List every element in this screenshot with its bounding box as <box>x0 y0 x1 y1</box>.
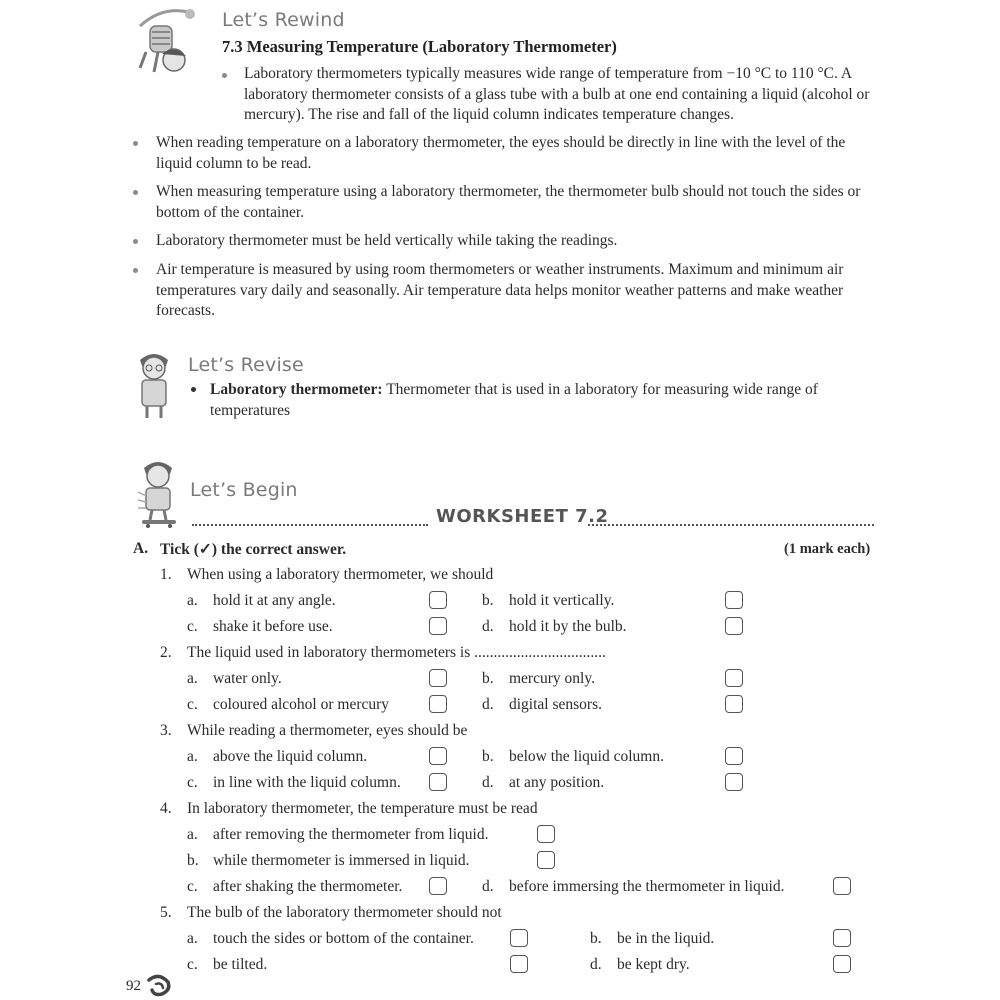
bullet-dot <box>191 387 196 392</box>
q3-option-a: above the liquid column. <box>213 748 368 765</box>
question-number: 3. <box>160 722 172 739</box>
q5-checkbox-c[interactable] <box>510 955 528 973</box>
rewind-heading: Let’s Rewind <box>222 9 345 31</box>
question-number: 5. <box>160 904 172 921</box>
begin-heading: Let’s Begin <box>190 479 298 501</box>
q1-checkbox-c[interactable] <box>429 617 447 635</box>
option-letter: d. <box>482 878 494 895</box>
q2-option-a: water only. <box>213 670 282 687</box>
q2-checkbox-a[interactable] <box>429 669 447 687</box>
q1-option-a: hold it at any angle. <box>213 592 336 609</box>
q2-checkbox-c[interactable] <box>429 695 447 713</box>
q1-option-d: hold it by the bulb. <box>509 618 627 635</box>
option-letter: a. <box>187 826 198 843</box>
option-letter: b. <box>482 748 494 765</box>
q3-checkbox-d[interactable] <box>725 773 743 791</box>
rewind-mascot-icon <box>132 4 202 78</box>
q4-option-b: while thermometer is immersed in liquid. <box>213 852 470 869</box>
rewind-bullet-4: Laboratory thermometer must be held vertically while taking the readings. <box>156 232 618 249</box>
question-1-text: When using a laboratory thermometer, we should <box>187 566 494 583</box>
bullet-dot <box>133 268 138 273</box>
worksheet-leader-right <box>588 518 874 526</box>
page-number: 92 <box>126 978 141 994</box>
q3-checkbox-a[interactable] <box>429 747 447 765</box>
bullet-dot <box>133 190 138 195</box>
q4-checkbox-b[interactable] <box>537 851 555 869</box>
q5-checkbox-d[interactable] <box>833 955 851 973</box>
q3-checkbox-c[interactable] <box>429 773 447 791</box>
rewind-bullet-2: When reading temperature on a laboratory thermometer, the eyes should be directly in line with the level of the liquid column to be read. <box>156 134 846 172</box>
option-letter: a. <box>187 592 198 609</box>
q4-checkbox-d[interactable] <box>833 877 851 895</box>
q1-checkbox-d[interactable] <box>725 617 743 635</box>
question-number: 4. <box>160 800 172 817</box>
q4-checkbox-a[interactable] <box>537 825 555 843</box>
q2-option-b: mercury only. <box>509 670 595 687</box>
q5-option-a: touch the sides or bottom of the container. <box>213 930 474 947</box>
q3-option-d: at any position. <box>509 774 605 791</box>
option-letter: b. <box>482 670 494 687</box>
q1-checkbox-b[interactable] <box>725 591 743 609</box>
q3-option-b: below the liquid column. <box>509 748 664 765</box>
revise-definition <box>210 380 850 421</box>
section-a-marks: (1 mark each) <box>784 541 871 557</box>
q4-checkbox-c[interactable] <box>429 877 447 895</box>
q2-checkbox-b[interactable] <box>725 669 743 687</box>
bullet-dot <box>133 141 138 146</box>
section-a-label: A. <box>133 540 149 557</box>
question-3-text: While reading a thermometer, eyes should be <box>187 722 468 739</box>
question-2-text: The liquid used in laboratory thermometers is .................................. <box>187 644 606 661</box>
curl-icon <box>146 974 172 998</box>
q1-checkbox-a[interactable] <box>429 591 447 609</box>
revise-mascot-icon <box>134 350 174 420</box>
q1-option-b: hold it vertically. <box>509 592 615 609</box>
bullet-dot <box>222 73 227 78</box>
option-letter: c. <box>187 696 198 713</box>
option-letter: d. <box>482 774 494 791</box>
question-4-text: In laboratory thermometer, the temperature must be read <box>187 800 538 817</box>
q5-option-c: be tilted. <box>213 956 268 973</box>
rewind-bullet-5: Air temperature is measured by using room thermometers or weather instruments. Maximum and minimum air temperatures vary daily and seasonally. Air temperature data helps monitor weather patterns and make weather forecasts. <box>156 261 844 319</box>
option-letter: c. <box>187 878 198 895</box>
q4-option-c: after shaking the thermometer. <box>213 878 403 895</box>
worksheet-title: WORKSHEET 7.2 <box>436 506 609 527</box>
option-letter: a. <box>187 670 198 687</box>
option-letter: c. <box>187 618 198 635</box>
q2-option-c: coloured alcohol or mercury <box>213 696 390 713</box>
rewind-bullet-3: When measuring temperature using a laboratory thermometer, the thermometer bulb should not touch the sides or bottom of the container. <box>156 183 861 221</box>
option-letter: c. <box>187 774 198 791</box>
q5-option-d: be kept dry. <box>617 956 690 973</box>
worksheet-leader-left <box>192 518 428 526</box>
q1-option-c: shake it before use. <box>213 618 333 635</box>
option-letter: b. <box>187 852 199 869</box>
rewind-subheading: 7.3 Measuring Temperature (Laboratory Thermometer) <box>222 37 617 56</box>
bullet-dot <box>133 239 138 244</box>
q5-option-b: be in the liquid. <box>617 930 715 947</box>
option-letter: d. <box>482 696 494 713</box>
option-letter: a. <box>187 748 198 765</box>
q5-checkbox-b[interactable] <box>833 929 851 947</box>
q4-option-a: after removing the thermometer from liquid. <box>213 826 489 843</box>
q3-option-c: in line with the liquid column. <box>213 774 401 791</box>
question-number: 1. <box>160 566 172 583</box>
question-5-text: The bulb of the laboratory thermometer should not <box>187 904 502 921</box>
q5-checkbox-a[interactable] <box>510 929 528 947</box>
option-letter: d. <box>590 956 602 973</box>
question-number: 2. <box>160 644 172 661</box>
option-letter: c. <box>187 956 198 973</box>
q4-option-d: before immersing the thermometer in liquid. <box>509 878 785 895</box>
option-letter: b. <box>590 930 602 947</box>
revise-definition-text: Thermometer that is used in a laboratory for measuring wide range of temperatures <box>210 381 818 419</box>
revise-term: Laboratory thermometer: <box>210 381 383 398</box>
revise-heading: Let’s Revise <box>188 354 304 376</box>
begin-mascot-icon <box>136 458 182 528</box>
rewind-bullet-1: Laboratory thermometers typically measures wide range of temperature from −10 °C to 110 °C. A laboratory thermometer consists of a glass tube with a bulb at one end containing a liquid (alcohol or mercury). The rise and fall of the liquid column indicates temperature changes. <box>244 65 870 123</box>
q3-checkbox-b[interactable] <box>725 747 743 765</box>
q2-option-d: digital sensors. <box>509 696 602 713</box>
section-a-instruction: Tick (✓) the correct answer. <box>160 541 347 558</box>
q2-checkbox-d[interactable] <box>725 695 743 713</box>
option-letter: b. <box>482 592 494 609</box>
option-letter: d. <box>482 618 494 635</box>
option-letter: a. <box>187 930 198 947</box>
